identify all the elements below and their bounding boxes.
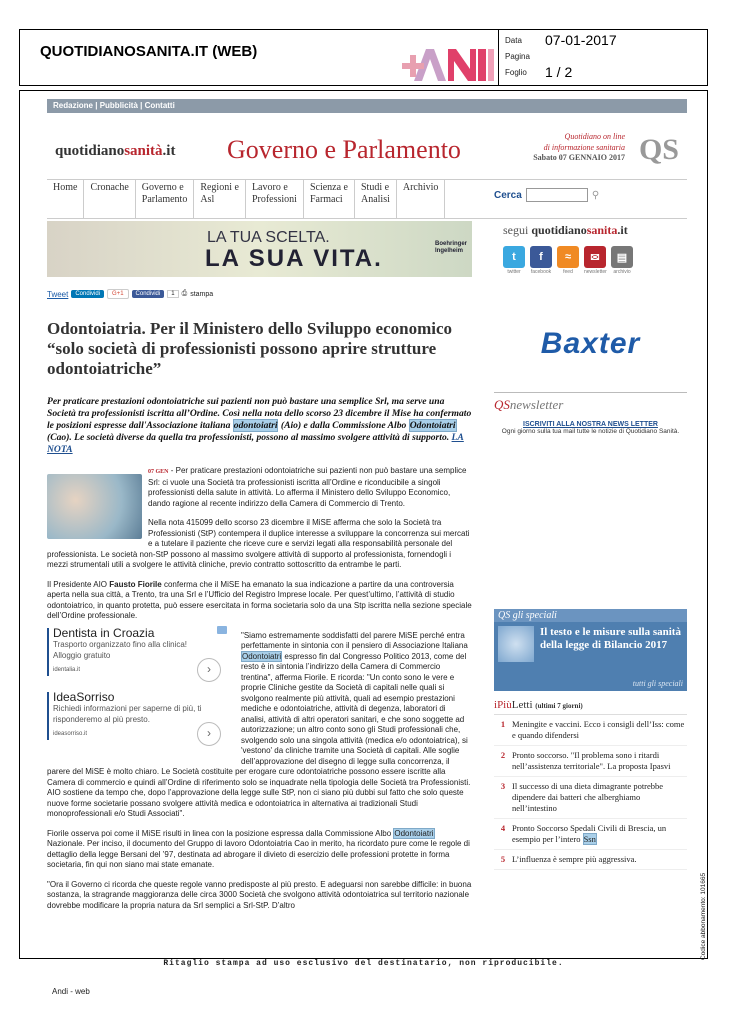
- clipping-frame: [19, 90, 708, 970]
- list-item[interactable]: 2 Pronto soccorso. "Il problema sono i ritardi nell’assistenza territoriale". La proposta Ipasvi: [494, 746, 687, 777]
- list-item[interactable]: 3 Il successo di una dieta dimagrante potrebbe dipendere dai batteri che alberghiamo nell’intestino: [494, 777, 687, 819]
- data-label: Data: [505, 36, 522, 45]
- banner-line1: LA TUA SCELTA.: [207, 229, 330, 246]
- print-link[interactable]: stampa: [190, 290, 214, 298]
- article-body: 07 GEN - Per praticare prestazioni odontoiatriche sui pazienti non può bastare una semplice Srl: ci vuole una Società tra professionisti iscritta all’Ordine e riconducibile a singoli professionisti della salute in attività. Lo afferma il Ministero dello Sviluppo Economico, dando ragione al recente indirizzo della Camera di Commercio di Trento. Nella nota 415099 dello scorso 23 dicembre il MiSE afferma che solo la Società tra Professionisti (StP) contempera il duplice interesse a sviluppare la concorrenza sui mercati e a tutelare il paziente che riceve cure e servizi legati alla responsabilità personale del professionista. Le società non-StP possono al massimo svolgere attività di supporto al professionista, fornendogli i mezzi strumentali utili a svolgere le attività cliniche, previo contratto sottoscritto da entrambe le parti. Il Presidente AIO Fausto Fiorile conferma che il MiSE ha emanato la sua indicazione a partire da una controversia aperta nella sua città, a Trento, tra una Srl e l’Ufficio del Registro Imprese locale. Per quest’ultimo, l’attività di studio odontoiatrico, in quanto protetta, può essere esercitata in forma societaria solo da una Stp iscritta nella sezione speciale dell’Ordine professionale. Dentista in Croazia Trasporto organizzato fino alla clinica! Alloggio gratuito identalia.it › IdeaSorriso Richiedi informazioni per saperne di più, ti risponderemo al più presto. ideasorriso.it › "Siamo estremamente soddisfatti del parere MiSE perché entra perfettamente in sintonia con il pensiero di Associazione Italiana Odontoiatri espresso fin dal Congresso Politico 2013, come del resto è in sintonia l’indirizzo della Camera di Commercio trentina", afferma Fiorile. E ricorda: "Un conto sono le vere e proprie Cliniche gestite da Società di capitali nelle quali si svolgono realmente più attività, quali ad esempio prestazioni mediche e odontoiatriche, attività di degenza, laboratori di analisi, attività di altri operatori sanitari, e che sono soggette ad autorizzazione; un altro conto sono gli Studi professionali che, svolgendo solo una singola attività (medica e/o odontoiatrica), si 'vestono' da cliniche tramite una Società di capitali. Alle soglie dell’approvazione del disegno di legge sulla concorrenza, il parere del MiSE è molto chiaro. Le Società costituite per erogare cure odontoiatriche possono essere iscritte alla Camera di commercio e quindi all’Ordine di riferimento solo se inquadrate nella tipologia delle Società tra Professionisti. AIO sostiene da tempo che, dopo l’approvazione della legge sulle StP, non ci siano più dubbi sul fatto che solo queste nuove forme societarie possano svolgere attività medica e odontoiatrica in alternativa ai tradizionali Studi monoprofessionali e/o Studi Associati". Fiorile osserva poi come il MiSE risulti in linea con la posizione espressa dalla Commissione Albo Odontoiatri Nazionale. Per inciso, il documento del Gruppo di lavoro Odontoiatria Cao in merito, ha ricordato pure come le regole di dettaglio della legge Bersani del ’97, destinata ad abrogare il divieto di esercizio delle professioni protette in forma societaria, fin qui non siano mai state emanate. "Ora il Governo ci ricorda che queste regole vanno predisposte al più presto. E adeguarsi non sarebbe difficile: in buona sostanza, la stragrande maggioranza delle circa 3000 Società che svolgono attività odontoiatrica sul territorio nazionale dovrebbe modificare la propria natura da Srl semplici a Srl-StP. D’altro: [47, 466, 472, 910]
- nav-item[interactable]: Scienza e Farmaci: [304, 180, 355, 218]
- source-title: QUOTIDIANOSANITA.IT (WEB): [40, 43, 258, 60]
- speciali-box[interactable]: [494, 609, 687, 691]
- paragraph: Fiorile osserva poi come il MiSE risulti in linea con la posizione espressa dalla Commissione Albo Odontoiatri Nazionale. Per inciso, il documento del Gruppo di lavoro Odontoiatria Cao in merito, ha ricordato pure come le regole di dettaglio della legge Bersani del ’97, destinata ad abrogare il divieto di esercizio delle professioni protette in forma societaria, fin qui non siano mai state emanate.: [47, 828, 470, 869]
- highlight: Odontoiatri: [409, 420, 456, 431]
- clipping-header: [19, 29, 708, 86]
- baxter-ad[interactable]: Baxter: [540, 326, 641, 360]
- social-icons: [503, 246, 633, 268]
- foglio-value: 1 / 2: [545, 64, 573, 80]
- foglio-label: Foglio: [505, 68, 527, 77]
- section-title: Governo e Parlamento: [227, 135, 461, 164]
- article-date: 07 GEN: [148, 469, 169, 475]
- la-nota-link[interactable]: LA NOTA: [47, 432, 464, 455]
- twitter-icon[interactable]: t: [503, 246, 525, 268]
- pagina-label: Pagina: [505, 52, 530, 61]
- banner-brand: Boehringer Ingelheim: [435, 241, 468, 254]
- nav-item[interactable]: Governo e Parlamento: [136, 180, 195, 218]
- article-photo: [47, 474, 142, 539]
- chevron-right-icon[interactable]: ›: [197, 658, 221, 682]
- reproduction-notice: Ritaglio stampa ad uso esclusivo del destinatario, non riproducibile.: [19, 958, 708, 970]
- article-lead: Per praticare prestazioni odontoiatriche sui pazienti non può bastare una semplice Srl, ma serve una Società tra professionisti iscritta all’Ordine. Così nella nota dello scorso 23 dicembre il Mise ha confermato le posizioni espresse dall'Associazione italiana odontoiatri (Aio) e dalla Commissione Albo Odontoiatri (Cao). Le società diverse da quella tra professionisti, possono al massimo svolgere attività di supporto. LA NOTA: [47, 396, 472, 455]
- newsletter-text: Ogni giorno sulla tua mail tutte le notizie di Quotidiano Sanità.: [501, 428, 680, 435]
- newsletter-signup-link[interactable]: ISCRIVITI ALLA NOSTRA NEWS LETTER: [523, 421, 658, 428]
- speciali-heading: QS gli speciali: [494, 609, 687, 622]
- paragraph: "Ora il Governo ci ricorda che queste regole vanno predisposte al più presto. E adeguarsi non sarebbe difficile: in buona sostanza, la stragrande maggioranza delle circa 3000 Società che svolgono attività odontoiatrica sul territorio nazionale dovrebbe modificare la propria natura da Srl semplici a Srl-StP. D’altro: [47, 879, 472, 910]
- subscription-code: Codice abbonamento: 101665: [700, 872, 707, 960]
- chevron-right-icon[interactable]: ›: [197, 722, 221, 746]
- tagline: Quotidiano on line di informazione sanitaria: [543, 132, 625, 152]
- masthead-date: Sabato 07 GENNAIO 2017: [533, 153, 625, 162]
- top-links-bar[interactable]: Redazione | Pubblicità | Contatti: [47, 99, 687, 113]
- nav-item[interactable]: Lavoro e Professioni: [246, 180, 304, 218]
- andi-logo: [400, 47, 496, 83]
- article-title: Odontoiatria. Per il Ministero dello Sviluppo economico “solo società di professionisti possono aprire strutture odontoiatriche”: [47, 319, 453, 378]
- article: [47, 309, 472, 969]
- tweet-button[interactable]: Tweet: [47, 289, 69, 299]
- paragraph: Il Presidente AIO Fausto Fiorile conferma che il MiSE ha emanato la sua indicazione a partire da una controversia aperta nella sua città, a Trento, tra una Srl e l’Ufficio del Registro Imprese locale. Per quest’ultimo, l’attività di studio odontoiatrico, in quanto protetta, può essere esercitata in forma societaria solo da una Stp iscritta nella sezione speciale dell’Ordine professionale.: [47, 579, 472, 620]
- archive-icon[interactable]: ▤: [611, 246, 633, 268]
- site-logo[interactable]: quotidianosanità.it: [55, 143, 176, 159]
- nav-item[interactable]: Studi e Analisi: [355, 180, 397, 218]
- facebook-share-button[interactable]: Condividi: [132, 290, 165, 298]
- linkedin-share-button[interactable]: Condividi: [71, 290, 104, 298]
- nav-item[interactable]: Home: [47, 180, 84, 218]
- nav-item[interactable]: Cronache: [84, 180, 135, 218]
- adchoices-icon[interactable]: [217, 626, 227, 634]
- nav-item[interactable]: Archivio: [397, 180, 446, 218]
- speciali-title[interactable]: Il testo e le misure sulla sanità della legge di Bilancio 2017: [540, 625, 681, 651]
- newsletter-icon[interactable]: ✉: [584, 246, 606, 268]
- stethoscope-image: [498, 626, 534, 662]
- follow-us: segui quotidianosanita.it: [503, 223, 628, 237]
- list-item[interactable]: 1 Meningite e vaccini. Ecco i consigli dell’Iss: come e quando difendersi: [494, 715, 687, 746]
- masthead: [47, 131, 687, 176]
- facebook-icon[interactable]: f: [530, 246, 552, 268]
- ad-item[interactable]: Dentista in Croazia Trasporto organizzato fino alla clinica! Alloggio gratuito identalia.it ›: [47, 628, 227, 676]
- newsletter-heading: QSnewsletter: [494, 397, 564, 412]
- search-icon[interactable]: ⚲: [591, 189, 600, 201]
- search-box: [494, 188, 599, 202]
- most-read-heading: iPiùLetti (ultimi 7 giorni): [494, 699, 687, 715]
- highlight: odontoiatri: [233, 420, 278, 431]
- sidebar: [494, 299, 687, 870]
- paragraph: Nella nota 415099 dello scorso 23 dicembre il MiSE afferma che solo la Società tra Professionisti (StP) contempera il duplice interesse a sviluppare la concorrenza sui mercati e a tutelare il paziente che riceve cure e servizi legati alla responsabilità personale del professionista. Le società non-StP possono al massimo svolgere attività di supporto al professionista, fornendogli i mezzi strumentali utili a svolgere le attività cliniche, previo contratto sottoscritto da entrambe le parti.: [47, 518, 470, 569]
- feed-icon[interactable]: ≈: [557, 246, 579, 268]
- header-left: [20, 30, 499, 85]
- nav-item[interactable]: Regioni e Asl: [194, 180, 246, 218]
- share-bar: [47, 289, 213, 299]
- google-ads[interactable]: [47, 625, 227, 756]
- most-read-list: [494, 715, 687, 870]
- search-label: Cerca: [494, 189, 522, 201]
- source-footer: Andi - web: [52, 987, 90, 996]
- qs-logo: QS: [638, 133, 679, 166]
- list-item[interactable]: 5 L’influenza è sempre più aggressiva.: [494, 850, 687, 870]
- ad-banner[interactable]: [47, 221, 472, 277]
- all-speciali-link[interactable]: tutti gli speciali: [632, 678, 683, 688]
- social-labels: twitter facebook feed newsletter archivio: [507, 269, 631, 275]
- share-count: 1: [167, 290, 178, 298]
- data-value: 07-01-2017: [545, 32, 617, 48]
- gplus-button[interactable]: G+1: [107, 289, 129, 299]
- list-item[interactable]: 4 Pronto Soccorso Spedali Civili di Brescia, un esempio per l’intero Ssn: [494, 819, 687, 850]
- newsletter-box: [494, 392, 687, 437]
- ad-item[interactable]: IdeaSorriso Richiedi informazioni per saperne di più, ti risponderemo al più presto. ideasorriso.it ›: [47, 692, 227, 740]
- header-right: [499, 30, 707, 85]
- paragraph: "Siamo estremamente soddisfatti del parere MiSE perché entra perfettamente in sintonia con il pensiero di Associazione Italiana Odontoiatri espresso fin dal Congresso Politico 2013, come del resto è in sintonia l’indirizzo della Camera di Commercio trentina", afferma Fiorile. E ricorda: "Un conto sono le vere e proprie Cliniche gestite da Società di capitali nelle quali si svolgono realmente più attività, quali ad esempio prestazioni mediche e odontoiatriche, attività di degenza, laboratori di analisi, attività di altri operatori sanitari, e che sono soggette ad autorizzazione; un altro conto sono gli Studi professionali che, svolgendo solo una singola attività (medica e/o odontoiatrica), si 'vestono' da cliniche tramite una Società di capitali. Alle soglie dell’approvazione del disegno di legge sulla concorrenza, il parere del MiSE è molto chiaro. Le Società costituite per erogare cure odontoiatriche possono essere iscritte alla Camera di commercio e quindi all’Ordine di riferimento solo se inquadrate nella tipologia delle Società tra Professionisti. AIO sostiene da tempo che, dopo l’approvazione della legge sulle StP, non ci siano più dubbi sul fatto che solo queste nuove forme societarie possano svolgere attività medica e odontoiatrica in alternativa ai tradizionali Studi monoprofessionali e/o Studi Associati".: [47, 630, 471, 818]
- print-icon[interactable]: ⎙: [181, 290, 188, 297]
- search-input[interactable]: [526, 188, 588, 202]
- banner-line2: LA SUA VITA.: [205, 245, 383, 272]
